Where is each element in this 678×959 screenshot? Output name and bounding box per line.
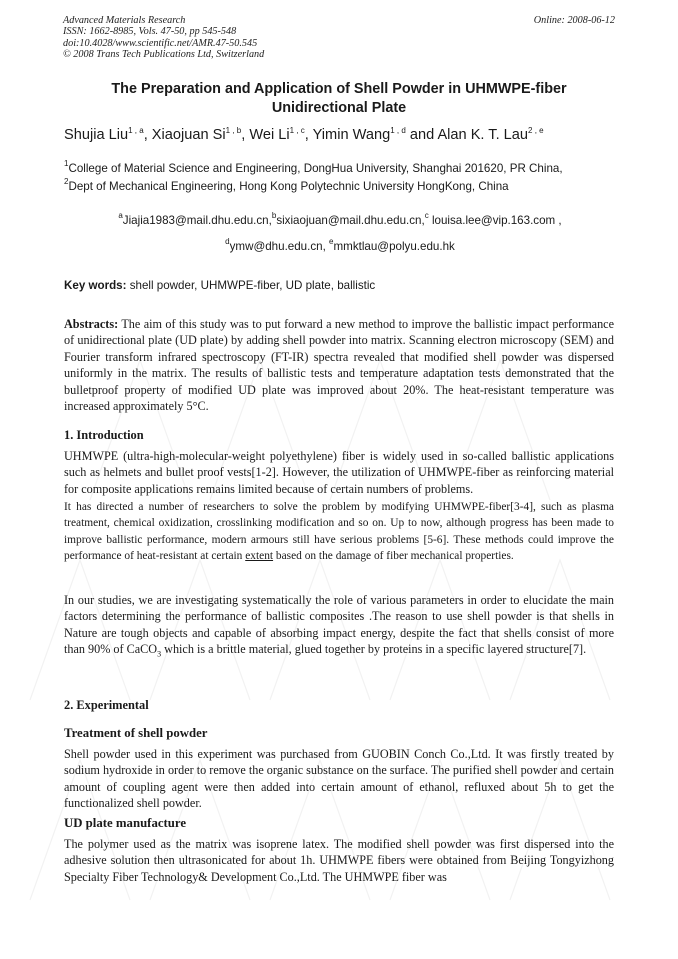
intro-p2-text-end: based on the damage of fiber mechanical properties. <box>273 550 514 563</box>
title-line-2: Unidirectional Plate <box>271 100 407 116</box>
keywords-label: Key words: <box>64 279 127 292</box>
author-name: Alan K. T. Lau <box>437 127 529 143</box>
affiliation-1 <box>64 160 624 178</box>
affiliation-2 <box>64 178 624 196</box>
intro-p3-text: In our studies, we are investigating systematically the role of various parameters in order to elucidate the main factors determining the performance of ballistic composites .The reason to use shell powder is that shells in Nature are tough objects and capable of absorbing impact energy, despite the fact that shells consist of more than 90% of CaCO <box>64 593 614 657</box>
intro-p3-text-end: which is a brittle material, glued together by proteins in a specific layered structure[7]. <box>161 642 587 657</box>
abstract <box>64 316 614 414</box>
keywords-text: shell powder, UHMWPE-fiber, UD plate, ballistic <box>126 279 376 292</box>
email-e: mmktlau@polyu.edu.hk <box>333 240 455 253</box>
author-separator: , <box>241 127 250 143</box>
email-b: sixiaojuan@mail.dhu.edu.cn, <box>276 214 425 227</box>
doi-line: doi:10.4028/www.scientific.net/AMR.47-50.545 <box>63 37 258 49</box>
copyright-line: © 2008 Trans Tech Publications Ltd, Switzerland <box>63 48 265 60</box>
author-superscript: 1 , b <box>225 126 242 135</box>
author-separator: , <box>304 127 313 143</box>
affiliation-superscript: 1 <box>64 159 69 168</box>
affiliation-text: College of Material Science and Engineering, DongHua University, Shanghai 201620, PR China, <box>68 162 563 175</box>
keywords <box>64 278 616 294</box>
author-name: Wei Li <box>249 127 290 143</box>
issn-line: ISSN: 1662-8985, Vols. 47-50, pp 545-548 <box>63 26 237 38</box>
underlined-word: extent <box>245 550 274 563</box>
journal-name: Advanced Materials Research <box>63 15 186 26</box>
title-line-1: The Preparation and Application of Shell Powder in UHMWPE-fiber <box>111 81 567 97</box>
intro-paragraph-3 <box>64 592 614 663</box>
author-superscript: 1 , a <box>128 126 144 135</box>
abstract-text: The aim of this study was to put forward a new method to improve the ballistic impact performance of unidirectional plate (UD plate) by adding shell powder into matrix. Scanning electron microscopy (SEM) and Fourier transform infrared spectroscopy (FT-IR) spectra revealed that modified shell powder was dispersed uniformly in the matrix. The results of ballistic tests and temperature adaptation tests demonstrated that the bulletproof property of modified UD plate was improved about 20%. The heat-resistant temperature was increased approximately 5°C. <box>64 317 614 414</box>
author-name: Xiaojuan Si <box>151 127 226 143</box>
shell-powder-paragraph: Shell powder used in this experiment was purchased from GUOBIN Conch Co.,Ltd. It was firstly treated by sodium hydroxide in order to remove the organic substance on the surface. The purified shell powder and certain amount of coupling agent were then added into certain amount of ethanol, refluxed about 5h to get the functionalized shell powder. <box>64 747 614 811</box>
email-line-2: $^d$ymw@dhu.edu.cn, $^e$mmktlau@polyu.edu.hk <box>225 237 455 253</box>
author-separator: , <box>143 127 152 143</box>
section-heading-experimental: 2. Experimental <box>64 698 149 712</box>
subheading-ud-plate: UD plate manufacture <box>64 816 187 830</box>
journal-header <box>63 15 615 60</box>
paper-title <box>60 80 618 118</box>
affiliation-superscript: 2 <box>64 177 69 186</box>
author-name: Shujia Liu <box>64 127 129 143</box>
subheading-shell-powder: Treatment of shell powder <box>64 726 208 740</box>
intro-paragraph-1 <box>64 448 614 497</box>
affiliation-text: Dept of Mechanical Engineering, Hong Kong Polytechnic University HongKong, China <box>68 180 509 193</box>
email-c: louisa.lee@vip.163.com , <box>428 214 562 227</box>
author-superscript: 1 , d <box>390 126 406 135</box>
email-line-1: $^a$Jiajia1983@mail.dhu.edu.cn,$^b$sixiaojuan@mail.dhu.edu.cn,$^c$ louisa.lee@vip.163.com , <box>118 211 562 227</box>
intro-p2-text: It has directed a number of researchers to solve the problem by modifying UHMWPE-fiber[3-4], such as plasma treatment, chemical oxidization, crosslinking modification and so on. Up to now, although progress has been made to improve ballistic performance, modern armours still have serious problems [5-6]. These methods could improve the performance of heat-resistant at certain <box>64 501 614 563</box>
ud-plate-paragraph: The polymer used as the matrix was isoprene latex. The modified shell powder was first dispersed into the adhesive solution then ultrasonicated for about 1h. UHMWPE fibers were obtained from Beijing Tongyizhong Specialty Fiber Technology& Development Co.,Ltd. The UHMWPE fiber was <box>64 837 614 884</box>
author-list <box>64 124 624 146</box>
online-date: Online: 2008-06-12 <box>533 15 615 26</box>
abstract-label: Abstracts: <box>64 317 119 331</box>
author-separator: and <box>405 127 438 143</box>
author-name: Yimin Wang <box>312 127 391 143</box>
subscript: 3 <box>157 649 162 659</box>
email-a: Jiajia1983@mail.dhu.edu.cn, <box>122 214 272 227</box>
intro-p1-text: UHMWPE (ultra-high-molecular-weight polyethylene) fiber is widely used in so-called ballistic applications such as helmets and bullet proof vests[1-2]. However, the utilization of UHMWPE-fiber as reinforcing material for composite applications remains limited because of certain numbers of problems. <box>64 449 614 496</box>
author-superscript: 1 , c <box>289 126 305 135</box>
intro-paragraph-2 <box>64 499 614 565</box>
author-superscript: 2 , e <box>528 126 544 135</box>
section-heading-introduction: 1. Introduction <box>64 428 144 442</box>
email-d: ymw@dhu.edu.cn, <box>229 240 330 253</box>
